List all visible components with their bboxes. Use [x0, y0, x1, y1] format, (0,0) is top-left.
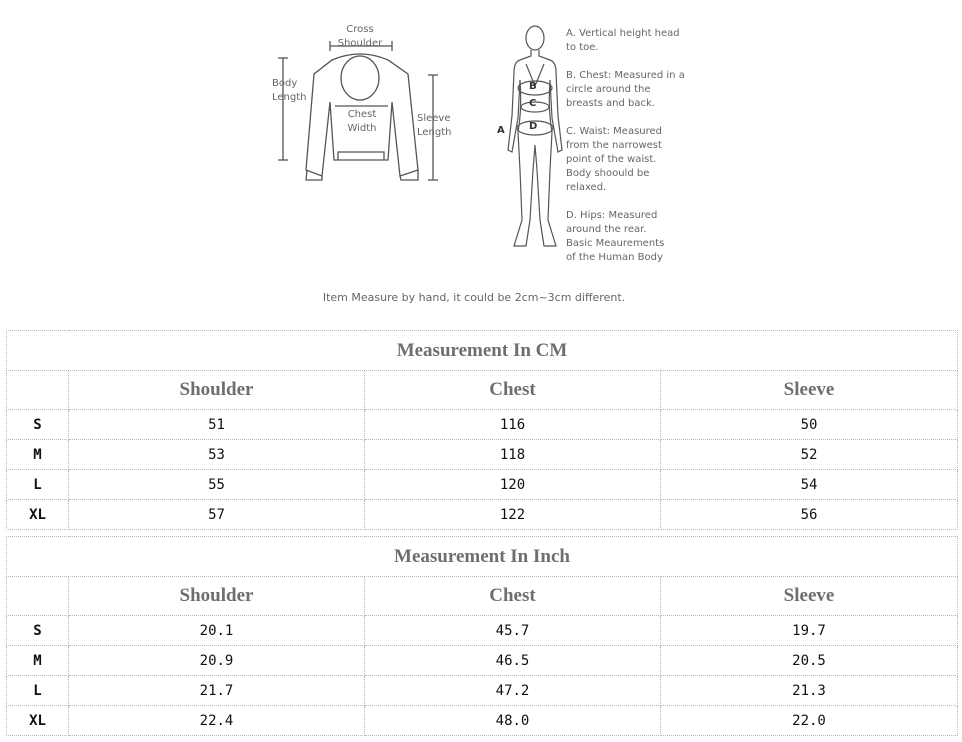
chest-value: 46.5	[365, 646, 661, 676]
size-header-blank	[7, 577, 69, 616]
size-header-blank	[7, 371, 69, 410]
size-label: S	[7, 410, 69, 440]
shoulder-value: 51	[69, 410, 365, 440]
body-letter-c: C	[529, 98, 537, 109]
shoulder-value: 20.9	[69, 646, 365, 676]
sleeve-value: 56	[661, 500, 958, 530]
table-title: Measurement In CM	[7, 331, 958, 371]
table-row	[7, 676, 958, 706]
sleeve-value: 22.0	[661, 706, 958, 736]
table-row	[7, 440, 958, 470]
chest-value: 45.7	[365, 616, 661, 646]
sleeve-value: 20.5	[661, 646, 958, 676]
chest-value: 118	[365, 440, 661, 470]
shoulder-value: 21.7	[69, 676, 365, 706]
chest-value: 48.0	[365, 706, 661, 736]
column-header-chest: Chest	[365, 371, 661, 410]
table-row	[7, 470, 958, 500]
column-header-sleeve: Sleeve	[661, 371, 958, 410]
column-header-shoulder: Shoulder	[69, 371, 365, 410]
table-title: Measurement In Inch	[7, 537, 958, 577]
size-label: XL	[7, 500, 69, 530]
definition-b: B. Chest: Measured in a circle around the breasts and back.	[566, 70, 685, 109]
chest-value: 116	[365, 410, 661, 440]
size-label: XL	[7, 706, 69, 736]
shoulder-value: 55	[69, 470, 365, 500]
size-label: L	[7, 676, 69, 706]
sleeve-value: 54	[661, 470, 958, 500]
body-diagram	[500, 20, 570, 255]
measurement-guide	[0, 0, 962, 325]
body-letter-b: B	[529, 81, 537, 92]
sleeve-value: 52	[661, 440, 958, 470]
size-label: L	[7, 470, 69, 500]
chest-width-label: Chest Width	[347, 109, 377, 134]
column-header-sleeve: Sleeve	[661, 577, 958, 616]
body-letter-a: A	[497, 125, 505, 136]
chest-value: 122	[365, 500, 661, 530]
shoulder-value: 57	[69, 500, 365, 530]
table-row	[7, 410, 958, 440]
column-header-shoulder: Shoulder	[69, 577, 365, 616]
shoulder-value: 53	[69, 440, 365, 470]
shoulder-value: 22.4	[69, 706, 365, 736]
cross-shoulder-label: Cross Shoulder	[337, 24, 383, 49]
size-label: M	[7, 440, 69, 470]
size-label: M	[7, 646, 69, 676]
chest-value: 47.2	[365, 676, 661, 706]
definition-c: C. Waist: Measured from the narrowest point of the waist. Body shoould be relaxed.	[566, 126, 663, 193]
chest-value: 120	[365, 470, 661, 500]
definition-a: A. Vertical height head to toe.	[566, 28, 680, 53]
sleeve-value: 21.3	[661, 676, 958, 706]
definition-d: D. Hips: Measured around the rear. Basic Meaurements of the Human Body	[566, 210, 665, 263]
size-table-inch	[6, 536, 958, 736]
size-label: S	[7, 616, 69, 646]
sleeve-value: 50	[661, 410, 958, 440]
sleeve-value: 19.7	[661, 616, 958, 646]
table-row	[7, 706, 958, 736]
body-length-label: Body Length	[272, 78, 307, 103]
table-row	[7, 500, 958, 530]
table-row	[7, 616, 958, 646]
size-table-cm	[6, 330, 958, 530]
column-header-chest: Chest	[365, 577, 661, 616]
body-letter-d: D	[529, 121, 538, 132]
table-row	[7, 646, 958, 676]
measure-note: Item Measure by hand, it could be 2cm~3cm different.	[322, 291, 626, 304]
shoulder-value: 20.1	[69, 616, 365, 646]
sleeve-length-label: Sleeve Length	[417, 113, 452, 138]
